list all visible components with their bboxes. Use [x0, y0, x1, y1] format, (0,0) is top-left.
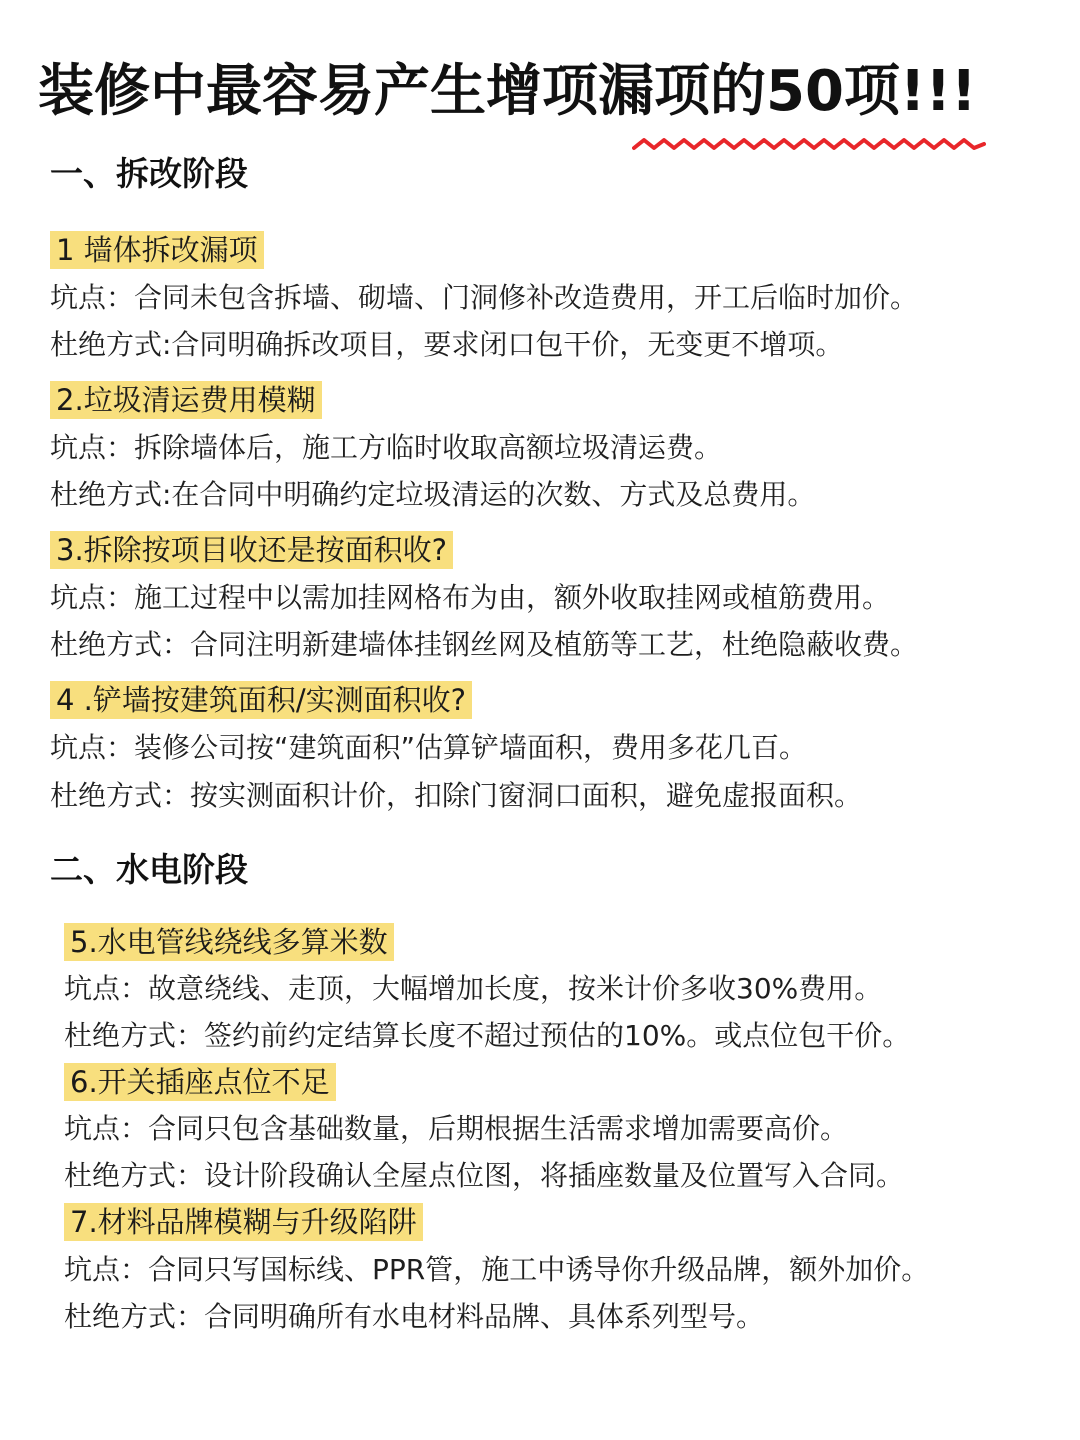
- item-pit: 坑点：故意绕线、走顶，大幅增加长度，按米计价多收30%费用。: [64, 972, 883, 1005]
- item-solution: 杜绝方式:合同明确拆改项目，要求闭口包干价，无变更不增项。: [50, 328, 844, 361]
- item-label-text: 1 墙体拆改漏项: [50, 231, 264, 269]
- item-label: [46, 528, 459, 572]
- page-title: 装修中最容易产生增项漏项的50项!!!: [38, 59, 977, 124]
- item-label-text: 3.拆除按项目收还是按面积收?: [50, 531, 453, 569]
- item-solution: 杜绝方式:在合同中明确约定垃圾清运的次数、方式及总费用。: [50, 478, 816, 511]
- item-pit: 坑点：合同只写国标线、PPR管，施工中诱导你升级品牌，额外加价。: [64, 1253, 930, 1286]
- item-label: [60, 1200, 429, 1244]
- item-label: [46, 228, 270, 272]
- item-label: [46, 378, 328, 422]
- item-pit: 坑点：合同只包含基础数量，后期根据生活需求增加需要高价。: [64, 1112, 849, 1145]
- item-label-text: 2.垃圾清运费用模糊: [50, 381, 322, 419]
- item-pit: 坑点：施工过程中以需加挂网格布为由，额外收取挂网或植筋费用。: [50, 581, 891, 614]
- item-solution: 杜绝方式：合同明确所有水电材料品牌、具体系列型号。: [64, 1300, 765, 1333]
- item-solution: 杜绝方式：合同注明新建墙体挂钢丝网及植筋等工艺，杜绝隐蔽收费。: [50, 628, 919, 661]
- item-solution: 杜绝方式：签约前约定结算长度不超过预估的10%。或点位包干价。: [64, 1019, 911, 1052]
- item-label-text: 6.开关插座点位不足: [64, 1063, 336, 1101]
- section-heading-demolition: 一、拆改阶段: [50, 154, 248, 193]
- item-label: [46, 678, 478, 722]
- item-solution: 杜绝方式：按实测面积计价，扣除门窗洞口面积，避免虚报面积。: [50, 779, 863, 812]
- item-label: [60, 1060, 342, 1104]
- item-pit: 坑点：装修公司按“建筑面积”估算铲墙面积，费用多花几百。: [50, 731, 808, 764]
- item-label-text: 7.材料品牌模糊与升级陷阱: [64, 1203, 423, 1241]
- item-label-text: 4 .铲墙按建筑面积/实测面积收?: [50, 681, 472, 719]
- item-label: [60, 920, 400, 964]
- section-heading-plumbing-electrical: 二、水电阶段: [50, 850, 248, 889]
- item-pit: 坑点：合同未包含拆墙、砌墙、门洞修补改造费用，开工后临时加价。: [50, 281, 919, 314]
- item-label-text: 5.水电管线绕线多算米数: [64, 923, 394, 961]
- item-pit: 坑点：拆除墙体后，施工方临时收取高额垃圾清运费。: [50, 431, 723, 464]
- item-solution: 杜绝方式：设计阶段确认全屋点位图，将插座数量及位置写入合同。: [64, 1159, 905, 1192]
- zigzag-underline-decoration: [632, 134, 990, 160]
